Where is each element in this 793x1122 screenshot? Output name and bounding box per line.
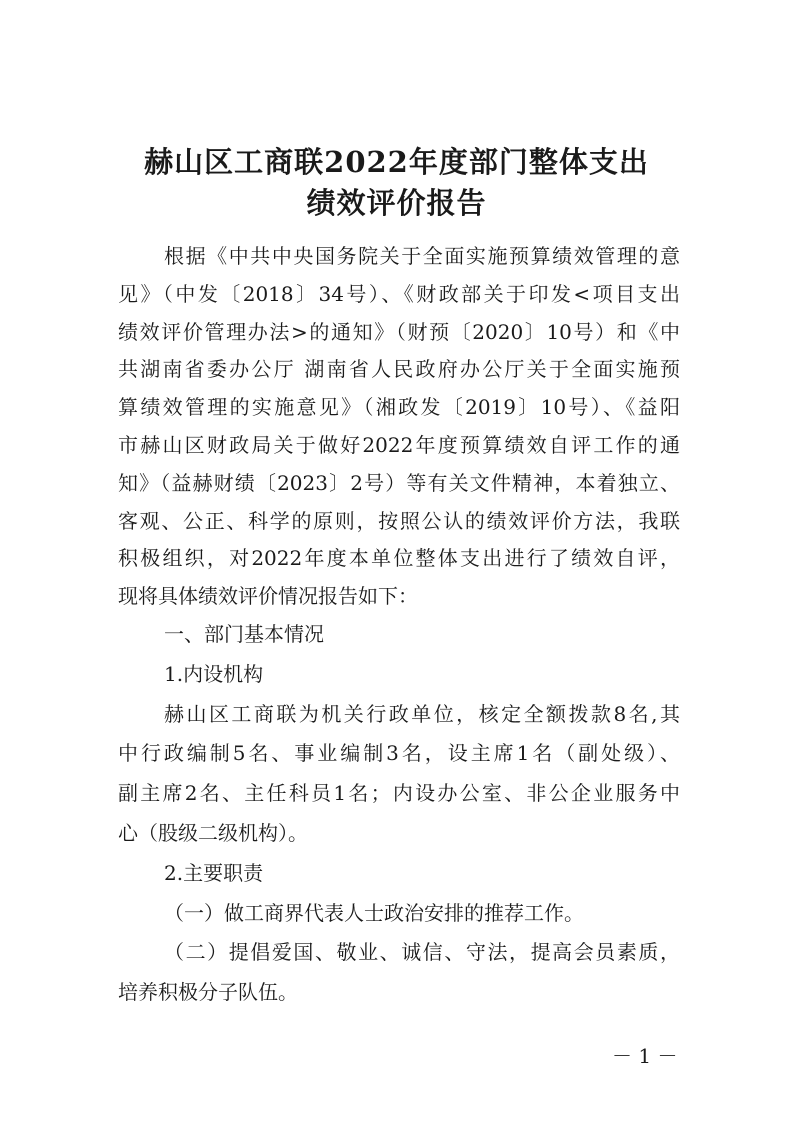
intro-line: 市赫山区财政局关于做好2022年度预算绩效自评工作的通 xyxy=(118,432,680,457)
intro-line: 算绩效管理的实施意见》（湘政发〔2019〕10号）、《益阳 xyxy=(118,395,680,420)
intro-line: 绩效评价管理办法>的通知》（财预〔2020〕10号）和《中 xyxy=(118,319,680,344)
section-heading: 一、部门基本情况 xyxy=(164,621,324,646)
intro-line: 客观、公正、科学的原则，按照公认的绩效评价方法，我联 xyxy=(118,508,680,533)
duty-item: （二）提倡爱国、敬业、诚信、守法，提高会员素质， xyxy=(164,940,680,965)
intro-line: 根据《中共中央国务院关于全面实施预算绩效管理的意 xyxy=(164,244,680,268)
document-title-line2: 绩效评价报告 xyxy=(306,186,487,220)
document-body xyxy=(118,238,680,1012)
duty-item: 培养积极分子队伍。 xyxy=(118,980,298,1005)
subsection-heading-duties: 2.主要职责 xyxy=(164,860,264,885)
intro-line: 现将具体绩效评价情况报告如下： xyxy=(118,584,418,609)
intro-line: 知》（益赫财绩〔2023〕2号）等有关文件精神，本着独立、 xyxy=(118,470,680,495)
intro-line: 共湖南省委办公厅 湖南省人民政府办公厅关于全面实施预 xyxy=(118,357,680,382)
page-number: － 1 － xyxy=(612,1044,678,1068)
structure-line: 赫山区工商联为机关行政单位，核定全额拨款8名,其 xyxy=(164,701,680,726)
structure-line: 中行政编制5名、事业编制3名，设主席1名（副处级）、 xyxy=(118,741,680,766)
intro-line: 积极组织，对2022年度本单位整体支出进行了绩效自评， xyxy=(118,546,680,571)
structure-line: 心（股级二级机构）。 xyxy=(118,820,308,845)
structure-line: 副主席2名、主任科员1名；内设办公室、非公企业服务中 xyxy=(118,781,680,806)
duty-item: （一）做工商界代表人士政治安排的推荐工作。 xyxy=(164,900,584,925)
subsection-heading-structure: 1.内设机构 xyxy=(164,661,264,686)
intro-line: 见》（中发〔2018〕34号）、《财政部关于印发<项目支出 xyxy=(118,281,680,306)
document-title-line1: 赫山区工商联2022年度部门整体支出 xyxy=(144,145,649,179)
